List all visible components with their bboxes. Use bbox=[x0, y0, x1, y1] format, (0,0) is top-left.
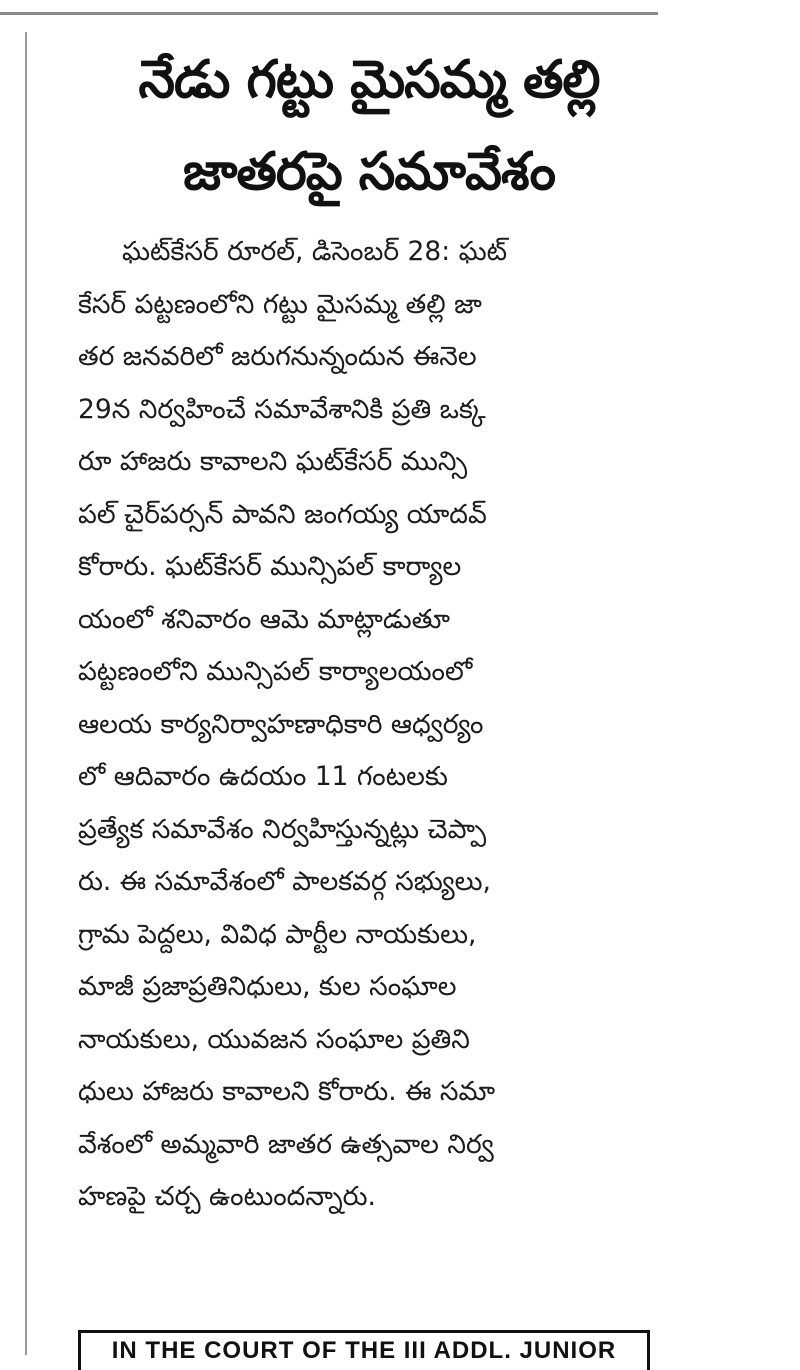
headline-line: నేడు గట్టు మైసమ్మ తల్లి bbox=[138, 50, 600, 110]
body-line: హణపై చర్చ ఉంటుందన్నారు. bbox=[78, 1181, 376, 1212]
body-line: గ్రామ పెద్దలు, వివిధ పార్టీల నాయకులు, bbox=[78, 918, 477, 950]
court-notice-heading: IN THE COURT OF THE III ADDL. JUNIOR bbox=[111, 1337, 617, 1364]
body-line: పట్టణంలోని మున్సిపల్ కార్యాలయంలో bbox=[78, 656, 473, 687]
article-body bbox=[78, 226, 660, 1224]
body-line: ధులు హాజరు కావాలని కోరారు. ఈ సమా bbox=[78, 1076, 495, 1107]
body-line: ప్రత్యేక సమావేశం నిర్వహిస్తున్నట్లు చెప్పా bbox=[78, 813, 487, 845]
body-line: వేశంలో అమ్మవారి జాతర ఉత్సవాల నిర్వ bbox=[78, 1128, 494, 1160]
body-line: రూ హాజరు కావాలని ఘట్‌కేసర్ మున్సి bbox=[78, 446, 468, 477]
body-line: ఆలయ కార్యనిర్వాహణాధికారి ఆధ్వర్యం bbox=[78, 708, 484, 740]
body-line: 29న నిర్వహించే సమావేశానికి ప్రతి ఒక్క bbox=[78, 393, 486, 425]
body-line: కోరారు. ఘట్‌కేసర్ మున్సిపల్ కార్యాల bbox=[78, 551, 462, 582]
court-notice-box bbox=[78, 1330, 650, 1370]
body-line: మాజీ ప్రజాప్రతినిధులు, కుల సంఘాల bbox=[78, 971, 457, 1002]
body-line: లో ఆదివారం ఉదయం 11 గంటలకు bbox=[78, 761, 448, 792]
article-headline bbox=[78, 34, 660, 218]
column-divider-rule bbox=[25, 32, 27, 1355]
body-line: రు. ఈ సమావేశంలో పాలకవర్గ సభ్యులు, bbox=[78, 866, 491, 897]
top-divider-rule bbox=[0, 12, 658, 15]
news-article bbox=[78, 34, 660, 1224]
body-line: ఘట్‌కేసర్ రూరల్, డిసెంబర్ 28: ఘట్ bbox=[122, 236, 508, 267]
body-line: నాయకులు, యువజన సంఘాల ప్రతిని bbox=[78, 1023, 470, 1055]
body-line: తర జనవరిలో జరుగనున్నందున ఈనెల bbox=[78, 341, 477, 372]
body-line: పల్ చైర్‌పర్సన్ పావని జంగయ్య యాదవ్ bbox=[78, 498, 487, 530]
headline-line: జాతరపై సమావేశం bbox=[183, 142, 555, 202]
body-line: కేసర్ పట్టణంలోని గట్టు మైసమ్మ తల్లి జా bbox=[78, 288, 482, 320]
body-line: యంలో శనివారం ఆమె మాట్లాడుతూ bbox=[78, 603, 450, 635]
